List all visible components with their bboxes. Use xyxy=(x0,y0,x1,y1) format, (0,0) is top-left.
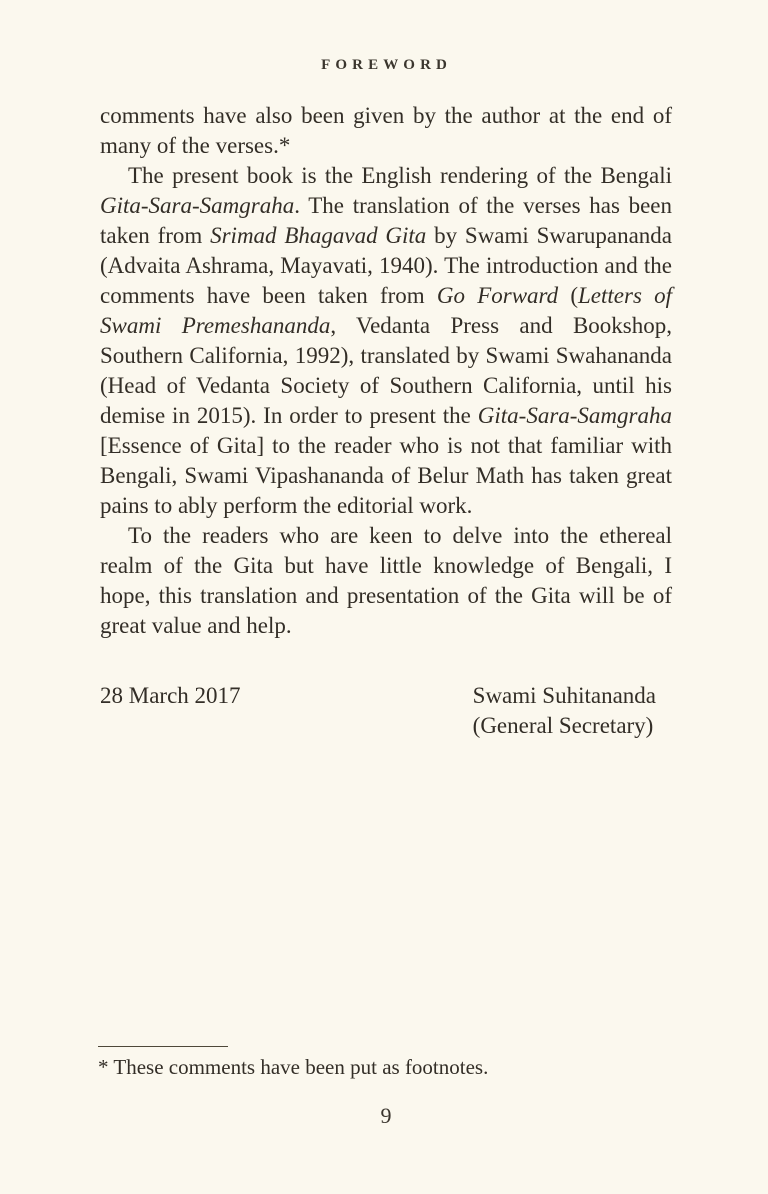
signature-block xyxy=(473,681,672,741)
signature-date: 28 March 2017 xyxy=(100,683,241,708)
body-text xyxy=(100,101,672,641)
italic-text-run: Letters of Swami Premeshananda xyxy=(100,283,672,338)
text-run: , Vedanta Press and Bookshop, Southern California, 1992), translated by Swami Swahananda (Head of Vedanta Society of Southern California, until his demise in 2015). In order to present the xyxy=(100,313,672,428)
italic-text-run: Gita-Sara-Samgraha xyxy=(477,403,672,428)
text-run: [Essence of Gita] to the reader who is not that familiar with Bengali, Swami Vipashananda of Belur Math has taken great pains to ably perform the editorial work. xyxy=(100,433,672,518)
paragraph xyxy=(100,521,672,641)
italic-text-run: Gita-Sara-Samgraha xyxy=(100,193,295,218)
text-run: The present book is the English rendering of the Bengali xyxy=(128,163,672,188)
signature-title: (General Secretary) xyxy=(472,713,654,738)
paragraph xyxy=(100,161,672,521)
signature-row xyxy=(100,681,672,741)
page-number: 9 xyxy=(380,1103,392,1128)
italic-text-run: Go Forward xyxy=(436,283,559,308)
text-run: ( xyxy=(558,283,578,308)
text-run: To the readers who are keen to delve into the ethereal realm of the Gita but have little knowledge of Bengali, I hope, this translation and presentation of the Gita will be of great value and help. xyxy=(100,523,672,638)
italic-text-run: Srimad Bhagavad Gita xyxy=(210,223,427,248)
signature-name: Swami Suhitananda xyxy=(472,683,656,708)
footnote-text: * These comments have been put as footnotes. xyxy=(98,1055,489,1079)
paragraph xyxy=(100,101,672,161)
footnote-rule xyxy=(98,1046,228,1047)
text-run: comments have also been given by the author at the end of many of the verses.* xyxy=(100,103,672,158)
text-run: . The translation of the verses has been taken from xyxy=(100,193,672,248)
running-header: FOREWORD xyxy=(321,57,452,73)
footnote xyxy=(98,1046,670,1080)
text-run: by Swami Swarupananda (Advaita Ashrama, Mayavati, 1940). The introduction and the comments have been taken from xyxy=(100,223,672,308)
